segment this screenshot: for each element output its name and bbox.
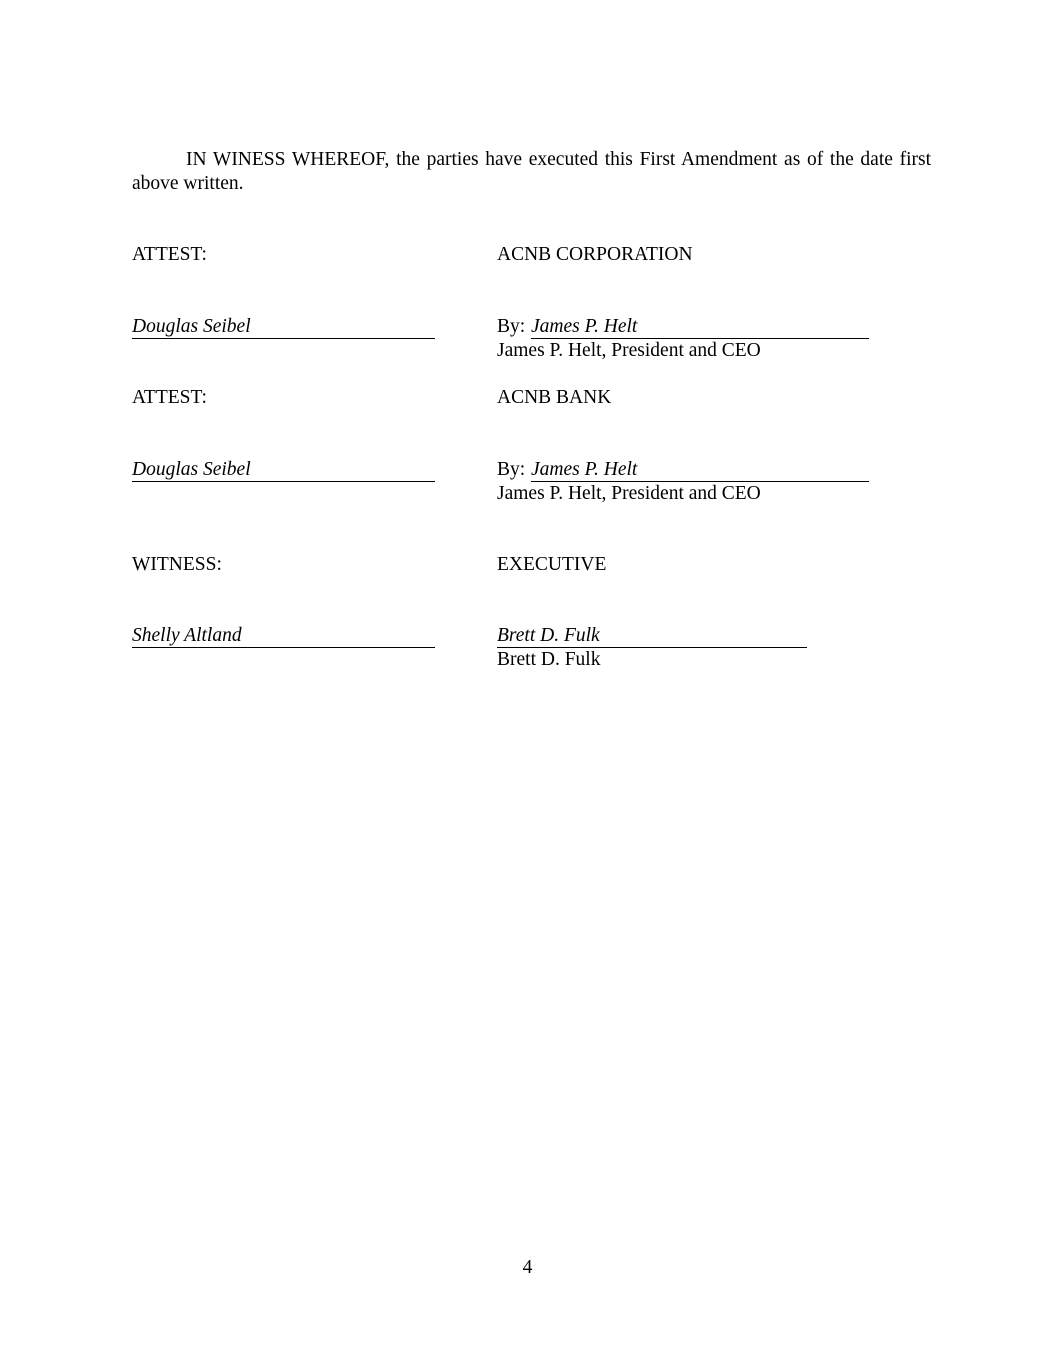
corporation-signer-printed-name: James P. Helt, President and CEO: [497, 340, 761, 361]
corporation-signature: James P. Helt: [531, 316, 638, 337]
attest-signature-line-2: [132, 458, 435, 482]
witness-label: WITNESS:: [132, 554, 222, 575]
attest-signature-2: Douglas Seibel: [132, 459, 251, 480]
attest-label-1: ATTEST:: [132, 244, 207, 265]
page-number: 4: [522, 1257, 533, 1278]
bank-signature: James P. Helt: [531, 459, 638, 480]
bank-signer-printed-name: James P. Helt, President and CEO: [497, 483, 761, 504]
attest-label-2: ATTEST:: [132, 387, 207, 408]
by-prefix-2: By:: [497, 459, 526, 480]
corporation-signature-line: [531, 315, 869, 339]
bank-signature-line: [531, 458, 869, 482]
party-name-executive: EXECUTIVE: [497, 554, 607, 575]
attest-signature-1: Douglas Seibel: [132, 316, 251, 337]
executive-printed-name: Brett D. Fulk: [497, 649, 601, 670]
intro-paragraph: IN WINESS WHEREOF, the parties have executed this First Amendment as of the date first above written.: [132, 149, 931, 194]
by-prefix-1: By:: [497, 316, 526, 337]
executive-signature: Brett D. Fulk: [497, 625, 600, 646]
attest-signature-line-1: [132, 315, 435, 339]
witness-signature: Shelly Altland: [132, 625, 242, 646]
party-name-acnb-bank: ACNB BANK: [497, 387, 612, 408]
party-name-acnb-corporation: ACNB CORPORATION: [497, 244, 693, 265]
executive-signature-line: [497, 624, 807, 648]
witness-signature-line: [132, 624, 435, 648]
